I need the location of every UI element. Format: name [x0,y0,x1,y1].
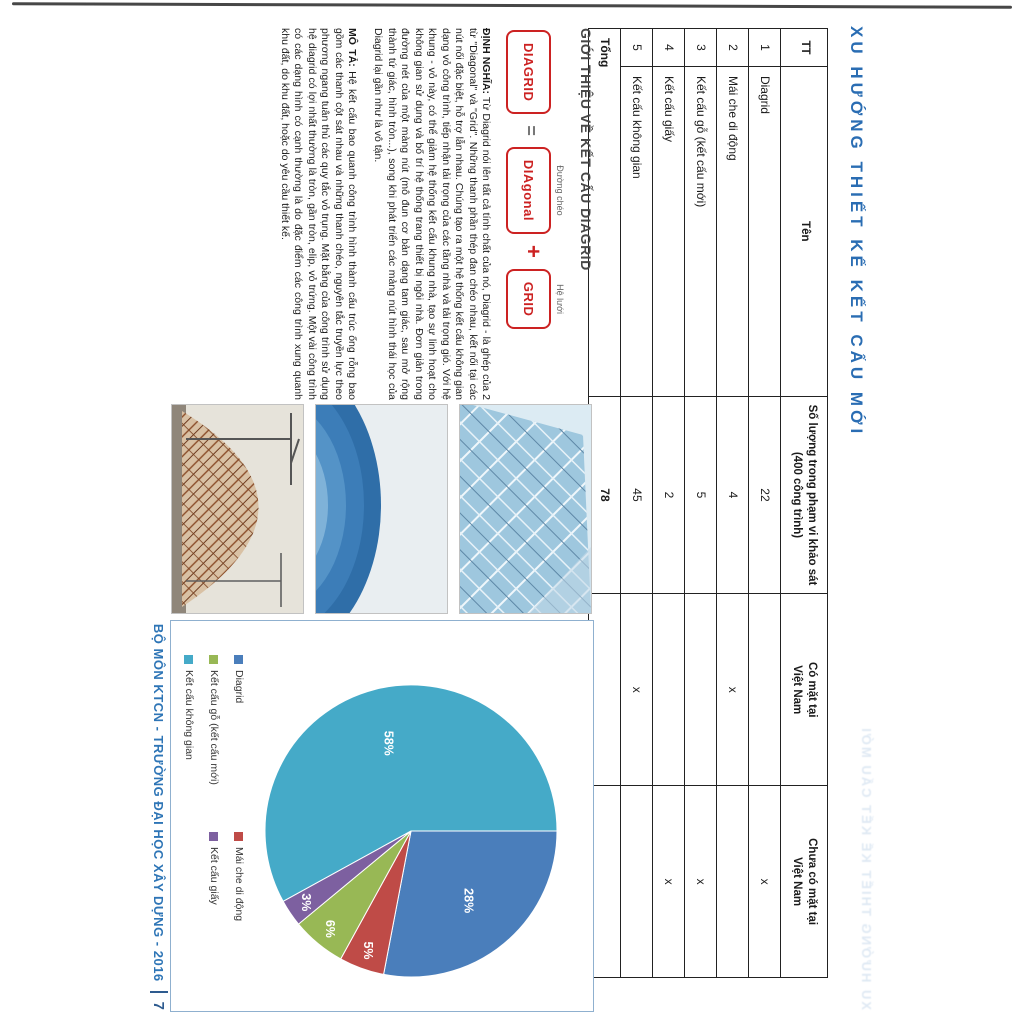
photo-column [171,404,592,614]
pie-slice-label: 28% [461,888,476,914]
survey-table-body [621,29,781,978]
legend-label: Kết cấu không gian [183,670,195,760]
survey-table [588,28,828,978]
scan-edge-line [12,2,1012,8]
diagrid-facade-graphic [460,405,591,613]
diagrid-formula [506,30,566,400]
footer-separator [150,991,168,993]
definition-text: Từ Diagrid nói lên tất cả tính chất của nó, Diagrid - là ghép của 2 từ "Diagonal" và "Grid". Những thanh phần thép đan chéo nhau, kết nối tại các nút nối đặc biệt, hỗ trợ lẫn nhau. Chúng tạo ra một hệ thống kết cấu không gian dạng vỏ công trình, tiếp nhận tải trọng của các tầng nhà và tải trọng gió. Với hệ khung - vỏ này, có thể giảm hệ thống kết cấu khung nhà, tạo sự linh hoạt cho không gian sử dụng và bố trí hệ thống trang thiết bị ngôi nhà. Đơn giản trong đường nét của một màng nút (mô đun cơ bản dạng tam giác, sau mở rộng thành tứ giác, hình tròn...), song khi phát triển các mảng nút hình thái học của Diagrid lại gần như là vô tận. [372,28,492,400]
pie-slice-label: 3% [298,893,313,912]
legend-swatch [210,832,219,841]
legend-swatch [185,655,194,664]
table-row: 3 Kết cấu gỗ (kết cấu mới) 5 x [685,29,717,978]
page-number: 7 [150,1001,168,1010]
formula-box-diagrid: DIAGRID [506,30,551,114]
page-title: XU HƯỚNG THIẾT KẾ KẾT CẤU MỚI [847,26,866,438]
table-row: 1 Diagrid 22 x [749,29,781,978]
column-header: Số lượng trong phạm vi khảo sát (400 công trình) [781,396,828,594]
pie-slice-label: 58% [381,730,396,756]
steel-lattice-construction-photo [171,404,304,614]
legend-item [208,832,220,1003]
column-header: Tên [781,66,828,396]
description-label: MÔ TẢ: [346,28,359,67]
glass-dome-graphic [316,405,447,613]
formula-box-diagonal: DIAgonal [506,147,551,234]
equals-sign: = [521,125,541,136]
legend-item [208,655,220,826]
blue-glass-dome-photo [315,404,448,614]
definition-label: ĐỊNH NGHĨA: [480,28,492,95]
chart-legend [183,655,245,1003]
legend-label: Mái che di động [233,847,245,922]
pie-chart-svg [239,623,591,1009]
page-footer [150,624,168,1010]
column-header: Chưa có mặt tại Việt Nam [781,786,828,978]
description-paragraph [277,28,358,400]
legend-item [183,655,195,826]
section-heading: GIỚI THIỆU VỀ KẾT CẤU DIAGRID [578,28,594,271]
legend-item [233,832,245,1003]
legend-label: Kết cấu gỗ (kết cấu mới) [208,670,220,785]
legend-item [233,655,245,826]
lattice-construction-graphic [172,405,303,613]
definition-paragraph [371,28,492,400]
total-label-cell: Tổng [589,29,621,397]
chart-panel [170,620,594,1012]
legend-label: Kết cấu giấy [208,847,220,905]
table-row: 2 Mái che di động 4 x [717,29,749,978]
column-header: TT [781,29,828,67]
formula-label-diagonal: Đường chéo [555,165,565,216]
column-header: Có mặt tại Việt Nam [781,594,828,786]
legend-label: Diagrid [233,670,245,704]
table-row: 5 Kết cấu không gian 45 x [621,29,653,978]
pie-slice-label: 6% [323,919,337,938]
plus-icon: + [521,244,546,258]
formula-label-grid: Hệ lưới [555,284,565,315]
survey-table-header-row [781,29,828,978]
pie-slice-label: 5% [361,941,375,960]
table-row: 4 Kết cấu giấy 2 x [653,29,685,978]
intro-column [264,28,594,400]
legend-swatch [235,655,244,664]
legend-swatch [235,832,244,841]
footer-text: BỘ MÔN KTCN - TRƯỜNG ĐẠI HỌC XÂY DỰNG - 2016 [151,623,167,982]
bleed-through-text: XU HƯỚNG THIẾT KẾ KẾT CẤU MỚI [859,726,874,1010]
formula-box-grid: GRID [506,269,551,330]
legend-swatch [210,655,219,664]
total-value-cell: 78 [589,396,621,594]
diagrid-glass-facade-photo [459,404,592,614]
description-text: Hệ kết cấu bao quanh công trình hình thành cấu trúc ống rỗng bao gồm các thanh cột sát nhau và những thanh chéo, nguyên tắc truyền lực theo phương ngang tuân thủ các quy tắc vỏ trụng. Mặt bằng của công trình sử dụng hệ diagrid có lợi nhất thường là tròn, gần tròn, elip, vỏ trứng. Một vài công trình có các dạng hình có cạnh thường là do đặc điểm các công trình xung quanh khu đất, do khu đất, hoặc do yêu cầu thiết kế. [278,28,359,400]
